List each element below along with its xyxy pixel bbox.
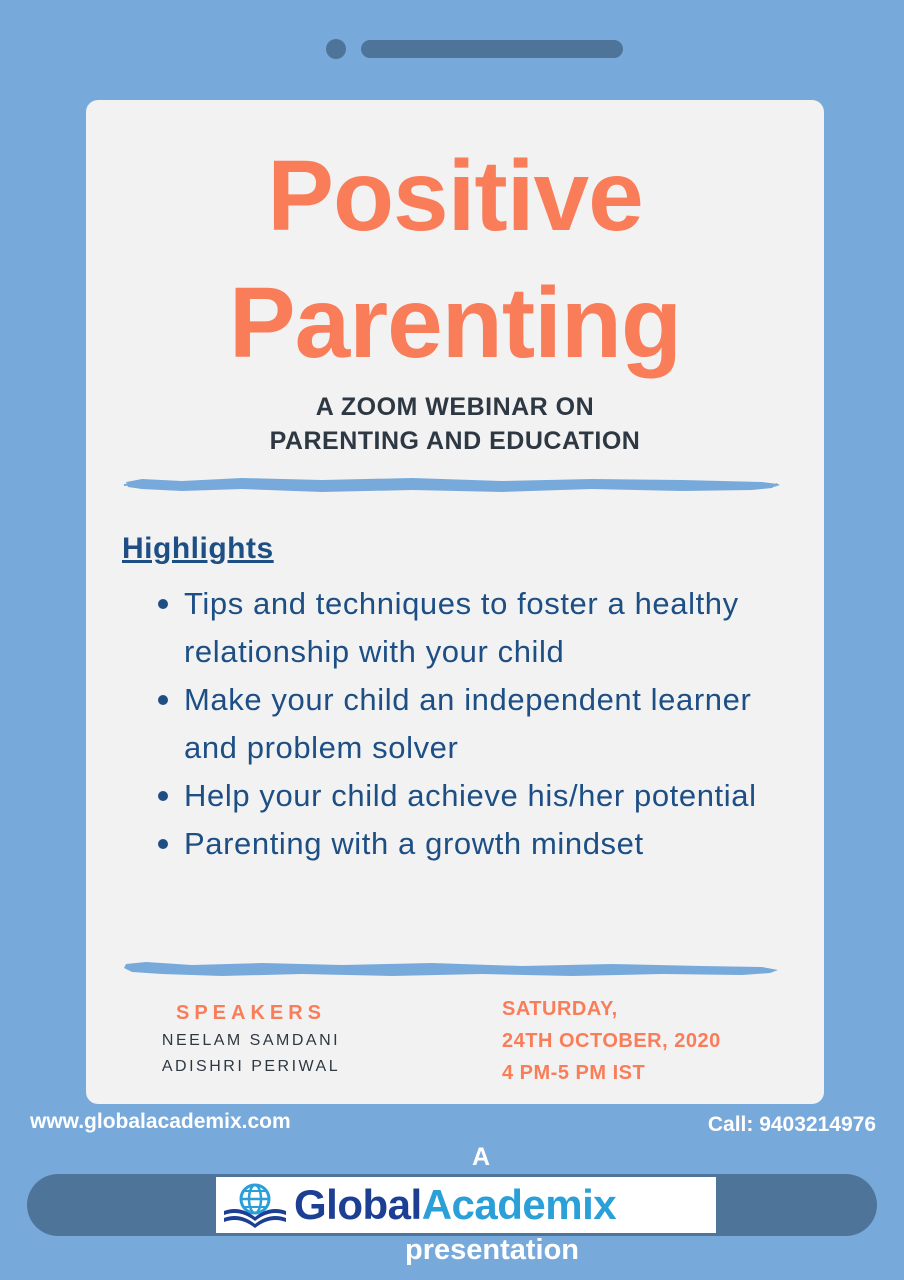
presentation-prefix: A (471, 1143, 491, 1171)
list-item: Tips and techniques to foster a healthy relationship with your child (156, 580, 796, 676)
event-date-block (502, 993, 721, 1089)
bullet-icon (158, 599, 168, 609)
speaker-name: NEELAM SAMDANI (161, 1032, 341, 1049)
phone-number[interactable]: Call: 9403214976 (707, 1113, 876, 1136)
logo-wordmark: GlobalAcademix (294, 1181, 617, 1228)
bullet-icon (158, 839, 168, 849)
list-item: Parenting with a growth mindset (156, 820, 796, 868)
event-time: 4 PM-5 PM IST (502, 1062, 646, 1084)
bullet-icon (158, 695, 168, 705)
event-date: 24TH OCTOBER, 2020 (502, 1030, 721, 1052)
flyer-card (86, 100, 824, 1104)
website-link[interactable]: www.globalacademix.com (30, 1110, 291, 1133)
highlights-heading: Highlights (122, 532, 274, 565)
bullet-icon (158, 791, 168, 801)
presentation-suffix: presentation (404, 1234, 580, 1266)
camera-dot (326, 39, 346, 59)
subtitle-line-2: PARENTING AND EDUCATION (269, 427, 641, 455)
brush-divider-top (122, 470, 782, 500)
subtitle (86, 390, 824, 458)
title-line-2: Parenting (228, 267, 682, 379)
global-academix-logo (216, 1177, 716, 1233)
brush-divider-bottom (122, 954, 782, 984)
list-item: Make your child an independent learner and problem solver (156, 676, 796, 772)
list-item: Help your child achieve his/her potential (156, 772, 796, 820)
title-line-1: Positive (267, 140, 643, 252)
highlights-list (156, 580, 796, 868)
subtitle-line-1: A ZOOM WEBINAR ON (315, 393, 595, 421)
speaker-name: ADISHRI PERIWAL (161, 1058, 341, 1075)
event-day: SATURDAY, (502, 998, 618, 1020)
globe-book-icon (222, 1181, 288, 1229)
speaker-bar (361, 40, 623, 58)
speakers-heading: SPEAKERS (175, 1002, 327, 1024)
